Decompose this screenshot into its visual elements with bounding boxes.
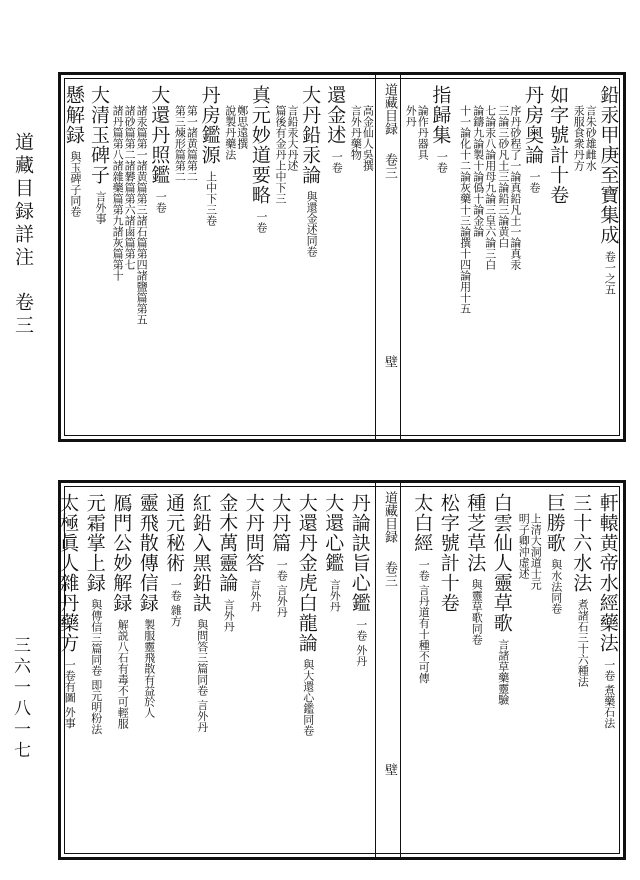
top-page-block [58,72,626,442]
entry-note: 與大還心鑑同卷 [301,659,315,736]
entry-note: 一卷 煮藥石法 [602,659,616,729]
text-column [225,85,249,435]
entry-note: 外丹 [404,105,418,127]
text-column [111,493,135,843]
entry-note: 言外丹藥物 [349,105,363,160]
entry-title: 鴈門公妙解録 [110,493,133,613]
text-column [323,493,347,843]
text-column [430,85,454,435]
entry-note: 第一諸黄篇第二 [185,105,199,182]
top-center-fold [375,75,401,439]
entry-title: 紅鉛入黑鉛訣 [189,493,212,613]
entry-note: 解説八石有毒不可輕服 [116,619,130,729]
text-column [275,85,299,435]
entry-note: 第三煉形篇第二 [173,105,187,182]
text-column [250,85,274,435]
volume-label: 卷三 [12,292,34,338]
entry-note: 卷一之五 [603,251,617,295]
bottom-center-title: 道藏目録 [382,491,397,543]
entry-title: 大丹鉛汞論 [299,85,322,185]
book-title: 道藏目録詳注 [12,132,34,270]
entry-title: 懸解録 [62,85,85,145]
entry-title: 三十六水法 [570,493,593,593]
entry-title: 鉛汞甲庚至寶集成 [597,85,620,245]
entry-title: 白雲仙人靈草歌 [490,493,513,633]
entry-note: 一卷 [154,191,168,213]
entry-note: 言外丹 [328,579,342,612]
entry-note: 言諸草藥靈驗 [496,639,510,705]
entry-note: 一卷 外丹 [354,619,368,667]
entry-note: 論鑄九論製十論僞十論金論 [471,105,485,237]
text-column [297,493,321,843]
text-column [573,85,597,435]
entry-note: 一卷 雜方 [169,579,183,627]
text-column [164,493,188,843]
entry-note: 一卷 [254,211,268,233]
entry-note: 說製丹藥法 [223,105,237,160]
text-column [598,493,622,843]
entry-note: 汞服食衆丹方 [572,105,586,171]
entry-note: 明子卿沖虚述 [517,513,531,579]
entry-note: 與靈草歌同卷 [470,579,484,645]
bottom-center-page: 壁 [382,763,397,776]
entry-note: 與還金述同卷 [305,191,319,257]
entry-title: 大還丹金虎白龍論 [295,493,318,653]
text-column [191,493,215,843]
entry-title: 大丹篇 [269,493,292,553]
text-column [456,85,472,435]
text-column [350,493,374,843]
entry-title: 指歸集 [429,85,452,145]
entry-note: 製服靈飛散有益於人 [142,619,156,718]
text-column [350,85,374,435]
entry-note: 言外丹 [222,599,236,632]
text-column [325,85,349,435]
entry-note: 與傳信三篇同卷 即元明粉法 [89,599,103,735]
entry-note: 高金仙人吳撰 [361,105,375,171]
text-column [111,85,149,435]
entry-note: 一卷 [435,151,449,173]
entry-title: 種芝草法 [464,493,487,573]
entry-note: 鄭思遠撰 [235,105,249,149]
entry-title: 還金述 [324,85,347,145]
entry-note: 論作丹器具 [416,105,430,160]
top-center-volume: 卷三 [382,153,397,179]
entry-title: 丹論訣旨心鑑 [348,493,371,613]
text-column [270,493,294,843]
entry-title: 軒轅黄帝水經藥法 [596,493,619,653]
top-center-title: 道藏目録 [382,83,397,135]
text-column [523,85,547,435]
entry-note: 三論三砂凡土三論鉛三論黄白 [496,105,510,248]
text-column [89,85,113,435]
entry-title: 如字號計十卷 [547,85,570,205]
entry-note: 言朱砂雄雌水 [584,105,598,171]
entry-note: 序丹砂程了一論真鉛凡土一論真汞 [508,105,522,270]
entry-note: 一卷有圖 外事 [63,659,77,729]
text-column [200,85,224,435]
entry-title: 元霜掌上録 [83,493,106,593]
entry-note: 上中下三卷 [204,171,218,226]
entry-note: 上清大洞道士元 [529,513,543,590]
text-column [465,493,489,843]
entry-title: 丹房奥論 [522,85,544,165]
entry-note: 諸砂篇第二諸礬篇第六諸鹵篇第七 [123,105,137,270]
entry-note: 言外事 [94,191,107,224]
text-column [518,493,542,843]
entry-title: 通元秘術 [163,493,186,573]
entry-note: 與水法同卷 [549,559,563,614]
text-column [571,493,595,843]
text-column [548,85,572,435]
entry-title: 大丹問答 [242,493,265,573]
text-column [300,85,324,435]
entry-note: 與玉碑子同卷 [68,151,82,217]
entry-title: 真元妙道要略 [248,85,271,205]
entry-note: 十一論化十二論灰藥十三論撰十四論用十五 [458,105,472,314]
entry-title: 靈飛散傳信録 [136,493,159,613]
entry-note: 篇後有金丹上中下三 [274,105,287,204]
entry-title: 大還心鑑 [322,493,345,573]
entry-note: 與問答三篇同卷 言外丹 [195,619,209,733]
page-number: 三六一八一七 [10,636,30,762]
entry-title: 大清玉碑子 [88,85,110,185]
bottom-center-fold [375,483,401,857]
entry-note: 一卷 [330,151,344,173]
text-column [598,85,622,435]
text-column [58,493,82,843]
text-column [439,493,463,843]
text-column [149,85,173,435]
text-column [217,493,241,843]
entry-note: 諸汞篇第一諸黄篇第三諸石篇第四諸鹽篇第五 [135,105,149,325]
entry-note: 七論汞八論用母九論三皇六論三白 [483,105,497,270]
entry-note: 一卷 言丹道有十種不可傳 [417,559,431,684]
entry-title: 巨勝歌 [543,493,566,553]
bottom-page-block [58,480,626,860]
text-column [64,85,88,435]
text-column [405,85,429,435]
entry-note: 諸丹篇第八諸雜藥篇第九諸灰篇第十 [111,105,125,281]
entry-title: 大還丹照鑑 [148,85,171,185]
entry-title: 松字號計十卷 [437,493,460,613]
entry-note: 煮諸石三十六種法 [576,599,590,687]
entry-title: 太極眞人雜丹藥方 [57,493,80,653]
entry-note: 一卷 [528,171,541,193]
text-column [138,493,162,843]
entry-title: 太白經 [411,493,434,553]
text-column [244,493,268,843]
text-column [85,493,109,843]
top-center-page: 壁 [382,355,397,368]
text-column [473,85,497,435]
entry-note: 言外丹 [248,579,262,612]
text-column [545,493,569,843]
text-column [174,85,198,435]
bottom-center-volume: 卷三 [382,561,397,587]
text-column [492,493,516,843]
entry-title: 金木萬靈論 [216,493,239,593]
entry-title: 丹房鑑源 [198,85,221,165]
text-column [412,493,436,843]
text-column [498,85,522,435]
entry-note: 一卷 言外丹 [275,559,289,618]
entry-note: 言鉛汞大丹述 [286,105,299,171]
